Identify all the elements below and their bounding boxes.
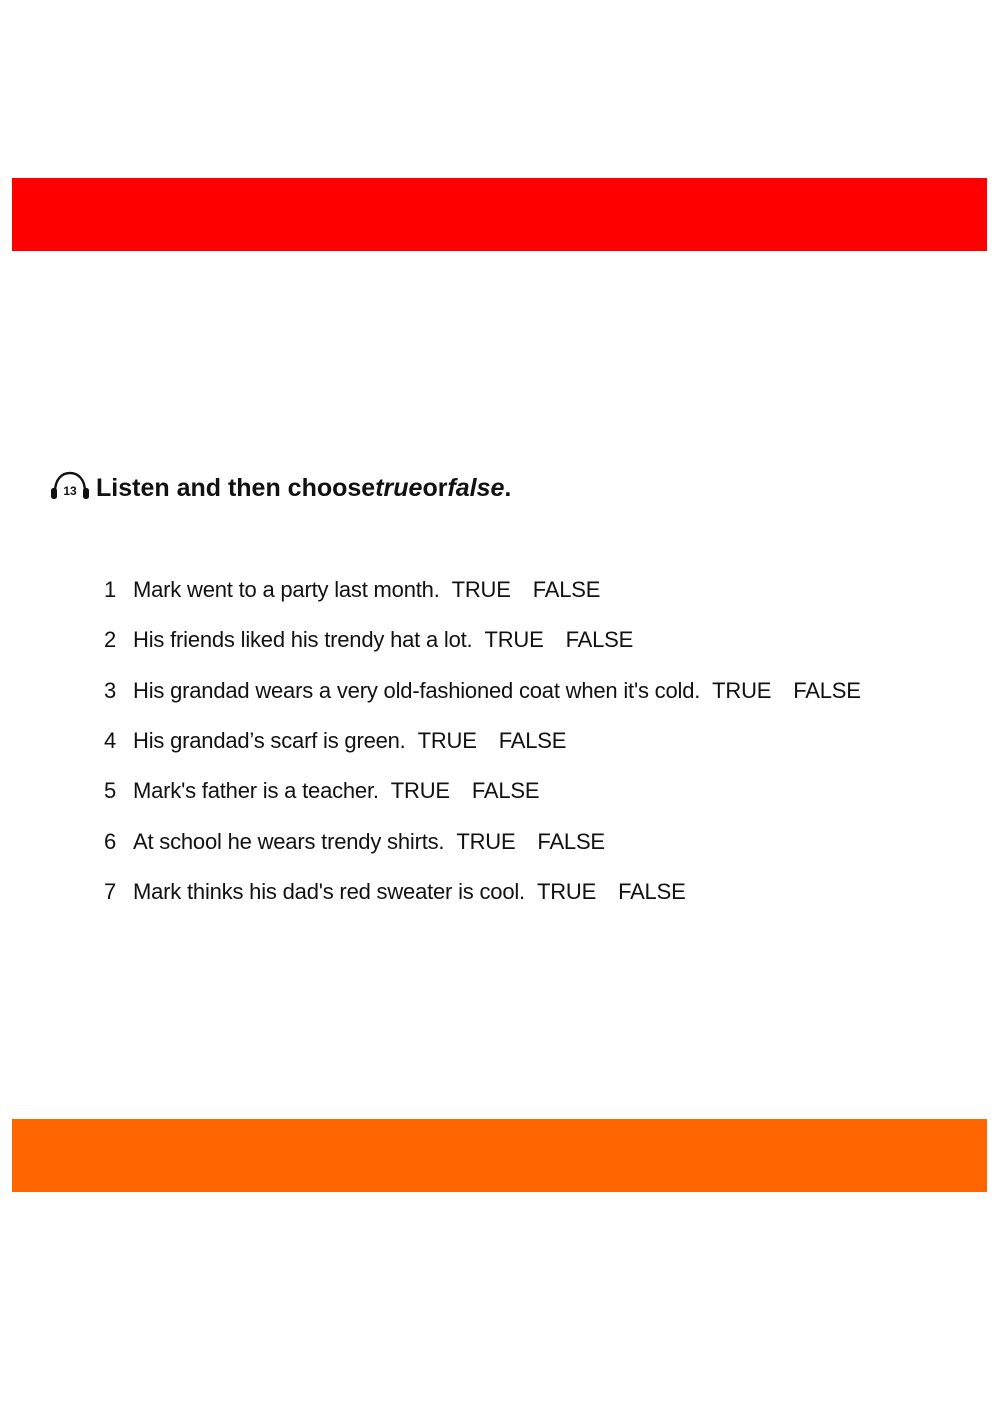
true-option[interactable]: TRUE xyxy=(484,627,544,653)
item-statement: Mark's father is a teacher. xyxy=(133,778,379,804)
true-option[interactable]: TRUE xyxy=(712,677,772,703)
true-option[interactable]: TRUE xyxy=(456,828,516,854)
false-option[interactable]: FALSE xyxy=(532,577,601,603)
item-number: 5 xyxy=(104,778,117,804)
item-statement: Mark went to a party last month. xyxy=(133,577,440,603)
item-statement: At school he wears trendy shirts. xyxy=(133,828,445,854)
list-item xyxy=(104,766,861,816)
item-number: 1 xyxy=(104,577,117,603)
item-number: 4 xyxy=(104,728,117,754)
list-item xyxy=(104,716,861,766)
instruction-prefix: Listen and then choose xyxy=(96,473,376,502)
list-item xyxy=(104,565,861,615)
item-statement: Mark thinks his dad's red sweater is cool. xyxy=(133,878,525,904)
list-item xyxy=(104,816,861,866)
false-option[interactable]: FALSE xyxy=(498,728,567,754)
item-number: 2 xyxy=(104,627,117,653)
top-color-band xyxy=(12,178,987,251)
instruction-false-word: false xyxy=(447,473,505,502)
audio-track-number: 13 xyxy=(63,484,77,498)
item-statement: His friends liked his trendy hat a lot. xyxy=(133,627,473,653)
false-option[interactable]: FALSE xyxy=(618,878,686,904)
true-option[interactable]: TRUE xyxy=(390,778,450,804)
instruction-heading xyxy=(48,468,511,508)
true-option[interactable]: TRUE xyxy=(417,728,477,754)
item-statement: His grandad’s scarf is green. xyxy=(133,728,406,754)
instruction-true-word: true xyxy=(375,473,423,502)
true-false-list xyxy=(104,565,861,917)
true-option[interactable]: TRUE xyxy=(451,577,511,603)
false-option[interactable]: FALSE xyxy=(537,828,605,854)
instruction-or: or xyxy=(422,473,448,502)
item-number: 7 xyxy=(104,878,117,904)
list-item xyxy=(104,666,861,716)
bottom-color-band xyxy=(12,1119,987,1192)
list-item xyxy=(104,867,861,917)
item-number: 6 xyxy=(104,828,117,854)
instruction-end: . xyxy=(504,473,512,502)
item-number: 3 xyxy=(104,677,117,703)
false-option[interactable]: FALSE xyxy=(565,627,634,653)
headphones-icon[interactable] xyxy=(48,470,92,504)
false-option[interactable]: FALSE xyxy=(793,677,861,703)
list-item xyxy=(104,615,861,665)
false-option[interactable]: FALSE xyxy=(471,778,540,804)
true-option[interactable]: TRUE xyxy=(536,878,597,904)
item-statement: His grandad wears a very old-fashioned coat when it's cold. xyxy=(133,677,701,703)
